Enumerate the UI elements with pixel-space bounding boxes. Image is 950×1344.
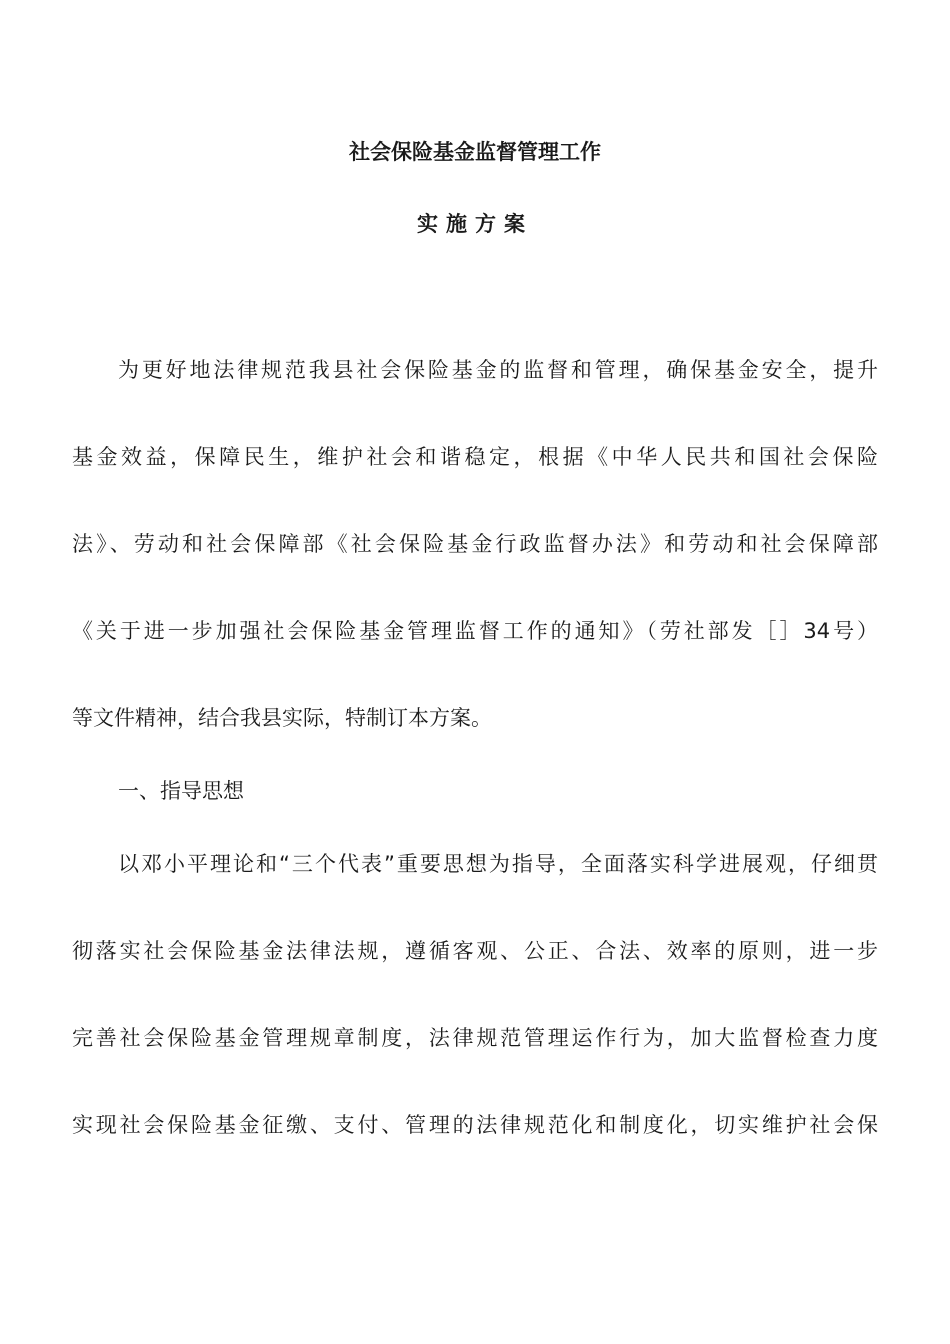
document-title: 社会保险基金监督管理工作 — [349, 140, 601, 164]
document-subtitle: 实施方案 — [417, 212, 533, 236]
section-heading: 一、指导思想 — [118, 779, 244, 803]
paragraph-line: 为更好地法律规范我县社会保险基金的监督和管理，确保基金安全，提升 — [118, 358, 878, 382]
paragraph-line: 彻落实社会保险基金法律法规，遵循客观、公正、合法、效率的原则，进一步 — [72, 939, 878, 963]
paragraph-line: 完善社会保险基金管理规章制度，法律规范管理运作行为，加大监督检查力度 — [72, 1026, 878, 1050]
paragraph-line: 实现社会保险基金征缴、支付、管理的法律规范化和制度化，切实维护社会保 — [72, 1113, 878, 1137]
paragraph-line: 法》、劳动和社会保障部《社会保险基金行政监督办法》和劳动和社会保障部 — [72, 532, 878, 556]
paragraph-line: 基金效益，保障民生，维护社会和谐稳定，根据《中华人民共和国社会保险 — [72, 445, 878, 469]
paragraph-line: 等文件精神，结合我县实际，特制订本方案。 — [72, 706, 492, 730]
paragraph-line: 《关于进一步加强社会保险基金管理监督工作的通知》（劳社部发［］34号） — [72, 619, 878, 643]
paragraph-line: 以邓小平理论和“三个代表”重要思想为指导，全面落实科学进展观，仔细贯 — [118, 852, 878, 876]
